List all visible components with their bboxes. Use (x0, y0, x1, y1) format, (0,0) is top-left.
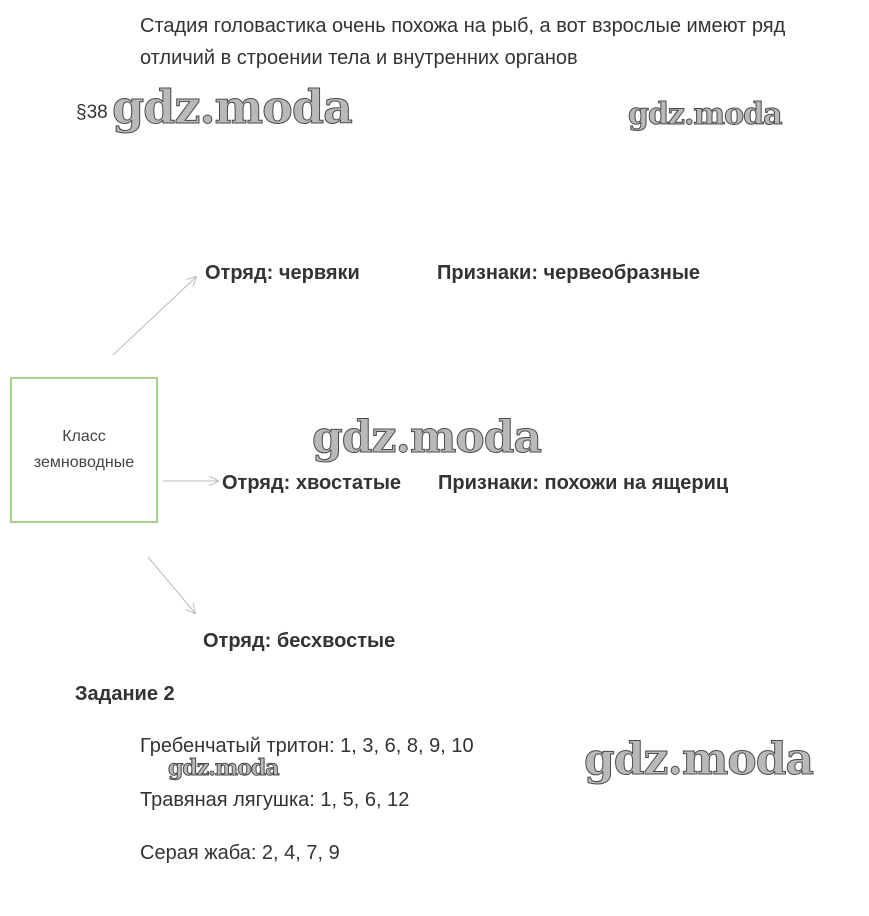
answer-common-frog: Травяная лягушка: 1, 5, 6, 12 (140, 789, 410, 811)
order-caecilians: Отряд: червяки (205, 262, 360, 284)
answer-crested-newt: Гребенчатый тритон: 1, 3, 6, 8, 9, 10 (140, 735, 474, 757)
order-caudata: Отряд: хвостатые (222, 472, 402, 494)
watermark-logo: gdz.moda (168, 755, 279, 781)
class-label: Класс (62, 428, 106, 445)
arrow-to-anura (148, 557, 195, 613)
signs-caecilians: Признаки: червеобразные (437, 262, 701, 284)
watermark-logo: gdz.moda (628, 97, 782, 132)
arrow-to-caecilians (113, 277, 196, 355)
watermark-logo: gdz.moda (112, 80, 352, 134)
answer-common-toad: Серая жаба: 2, 4, 7, 9 (140, 842, 340, 864)
intro-paragraph: Стадия головастика очень похожа на рыб, а вот взрослые имеют ряд отличий в строении тела и внутренних органов (140, 15, 786, 69)
watermark-logo: gdz.moda (312, 412, 542, 463)
order-anura: Отряд: бесхвостые (203, 630, 396, 652)
class-name: земноводные (33, 454, 135, 471)
signs-caudata: Признаки: похожи на ящериц (438, 472, 729, 494)
watermark-logo: gdz.moda (584, 734, 814, 785)
section-number: §38 (76, 102, 108, 123)
task-title: Задание 2 (75, 683, 175, 705)
class-amphibians-box (10, 377, 158, 523)
